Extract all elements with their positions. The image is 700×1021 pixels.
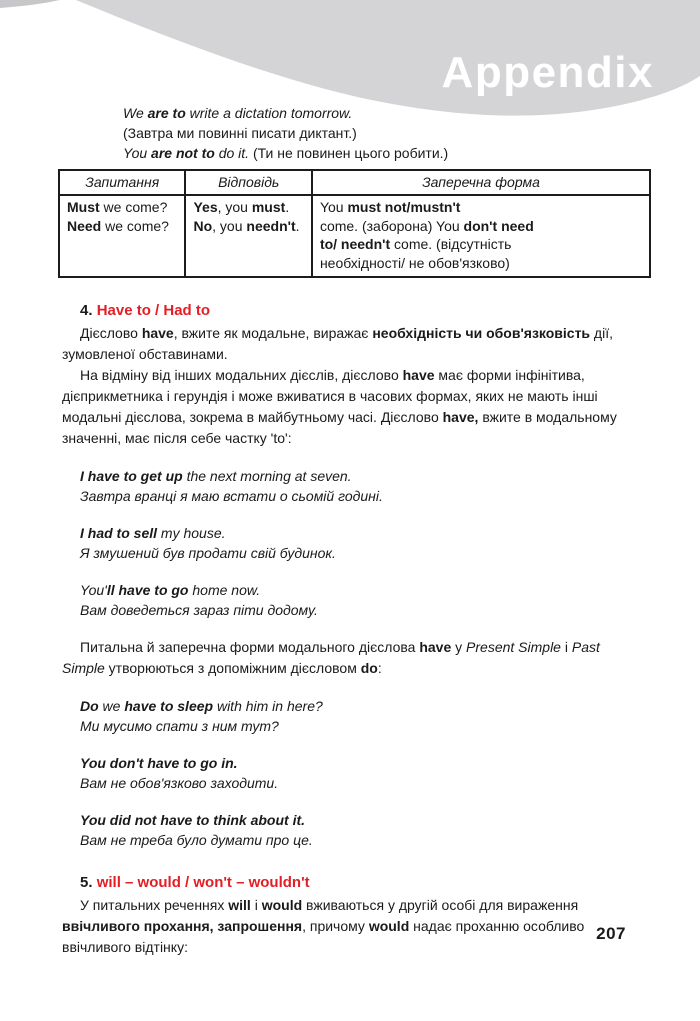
table-cell-line xyxy=(67,217,177,236)
text-run: Yes xyxy=(193,199,218,215)
paragraph xyxy=(62,323,642,365)
table-cell xyxy=(312,195,650,277)
text-run: the next morning at seven. xyxy=(182,468,352,484)
example-line xyxy=(80,486,642,506)
example-line xyxy=(80,773,642,793)
intro-example-line xyxy=(123,123,642,143)
text-run: write a dictation tomorrow. xyxy=(185,105,353,121)
text-run: Ми мусимо спати з ним тут? xyxy=(80,718,279,734)
page-content xyxy=(62,103,642,958)
example-block xyxy=(80,523,642,563)
example-line xyxy=(80,810,642,830)
page-number: 207 xyxy=(596,924,626,943)
text-run: (Ти не повинен цього робити.) xyxy=(249,145,449,161)
text-run: my house. xyxy=(157,525,226,541)
text-run: You' xyxy=(80,582,107,598)
text-run: would xyxy=(368,918,410,934)
table-cell-line xyxy=(320,235,642,254)
intro-examples xyxy=(123,103,642,163)
text-run: I had to sell xyxy=(80,525,158,541)
page-title: Appendix xyxy=(441,48,654,97)
text-run: Need xyxy=(67,217,102,234)
text-run: вжите в модальному значенні, має після себе частку 'to': xyxy=(62,409,617,446)
table-cell xyxy=(185,195,311,277)
section-heading xyxy=(62,302,642,319)
text-run: are to xyxy=(147,105,186,121)
text-run: we come? xyxy=(99,199,168,215)
table-row xyxy=(59,195,650,277)
text-run: На відміну від інших модальних дієслів, дієслово xyxy=(80,367,403,383)
text-run: must xyxy=(251,199,286,215)
example-line xyxy=(80,696,642,716)
grammar-table xyxy=(58,169,651,278)
text-run: , вжите як модальне, виражає xyxy=(173,325,373,341)
text-run: надає проханню особливо ввічливого відтінку: xyxy=(62,918,585,955)
text-run: come. (відсутність xyxy=(390,236,512,252)
text-run: (Завтра ми повинні писати диктант.) xyxy=(123,125,357,141)
text-run: . xyxy=(285,199,290,215)
text-run: must not/mustn't xyxy=(347,199,461,215)
text-run: Вам не обов'язково заходити. xyxy=(80,775,279,791)
example-block xyxy=(80,580,642,620)
text-run: We xyxy=(123,105,148,121)
text-run: Вам доведеться зараз піти додому. xyxy=(80,602,318,618)
table-header-row xyxy=(59,170,650,195)
paragraph xyxy=(62,365,642,449)
paragraph xyxy=(62,637,642,679)
text-run: необхідність чи обов'язковість xyxy=(372,325,591,341)
text-run: Past Simple xyxy=(62,639,600,676)
text-run: ввічливого прохання, запрошення xyxy=(62,918,303,934)
intro-example-line xyxy=(123,143,642,163)
text-run: : xyxy=(377,660,382,676)
text-run: You xyxy=(123,145,152,161)
text-run: do xyxy=(360,660,378,676)
text-run: You did not have to think about it. xyxy=(80,812,306,828)
table-cell-line xyxy=(67,198,177,217)
example-block xyxy=(80,466,642,506)
text-run: Дієслово xyxy=(80,325,142,341)
text-run: needn't xyxy=(246,217,296,234)
text-run: вживаються у другій особі для вираження xyxy=(302,897,579,913)
example-line xyxy=(80,600,642,620)
paragraph xyxy=(62,895,642,958)
table-cell-line xyxy=(320,254,642,273)
text-run: Present Simple xyxy=(466,639,561,655)
text-run: You don't have to go in. xyxy=(80,755,238,771)
text-run: 5. xyxy=(80,874,97,891)
text-run: with him in here? xyxy=(213,698,323,714)
text-run: home now. xyxy=(188,582,261,598)
text-run: необхідності/ не обов'язково) xyxy=(319,254,510,271)
intro-example-line xyxy=(123,103,642,123)
text-run: come. (заборона) You xyxy=(319,217,464,234)
table-cell-line xyxy=(193,217,303,236)
example-line xyxy=(80,830,642,850)
text-run: have xyxy=(402,367,435,383)
text-run: має форми інфінітива, дієприкметника і герундія і може вживатися в часових формах, яких не мають інші модальні дієслова, зокрема в майбутньому часі. Дієслово xyxy=(62,367,598,425)
text-run: , причому xyxy=(302,918,369,934)
text-run: утворюються з допоміжним дієсловом xyxy=(104,660,361,676)
table-cell-line xyxy=(320,198,642,217)
text-run: have, xyxy=(442,409,479,425)
text-run: , you xyxy=(212,217,247,234)
example-line xyxy=(80,580,642,600)
text-run: Do xyxy=(80,698,99,714)
text-run: are not to xyxy=(151,145,215,161)
table-column-header: Заперечна форма xyxy=(312,170,650,195)
text-run: do it. xyxy=(214,145,250,161)
text-run: дії, зумовленої обставинами. xyxy=(62,325,613,362)
text-run: і xyxy=(250,897,262,913)
text-run: Have to / Had to xyxy=(96,302,211,319)
table-column-header: Запитання xyxy=(59,170,185,195)
text-run: Питальна й заперечна форми модального дієслова xyxy=(80,639,420,655)
text-run: will xyxy=(228,897,251,913)
text-run: ll have to go xyxy=(106,582,189,598)
example-line xyxy=(80,543,642,563)
text-run: have xyxy=(141,325,174,341)
text-run: No xyxy=(193,217,213,234)
swoosh-dark-sliver xyxy=(0,0,60,8)
example-line xyxy=(80,716,642,736)
text-run: Вам не треба було думати про це. xyxy=(80,832,313,848)
text-run: . xyxy=(295,217,300,234)
text-run: we xyxy=(98,698,125,714)
text-run: У питальних реченнях xyxy=(80,897,229,913)
text-run: 4. xyxy=(80,302,97,319)
text-run: I have to get up xyxy=(80,468,183,484)
text-run: , you xyxy=(217,199,252,215)
text-run: will – would / won't – wouldn't xyxy=(96,874,310,891)
example-block xyxy=(80,696,642,736)
text-run: would xyxy=(261,897,303,913)
table-column-header: Відповідь xyxy=(185,170,311,195)
example-line xyxy=(80,466,642,486)
text-run: we come? xyxy=(101,217,169,234)
text-run: і xyxy=(560,639,572,655)
section-heading xyxy=(62,874,642,891)
text-run: have to sleep xyxy=(124,698,214,714)
example-line xyxy=(80,753,642,773)
text-run: don't need xyxy=(463,217,534,234)
text-run: Завтра вранці я маю встати о сьомій годині. xyxy=(80,488,383,504)
text-run: have xyxy=(419,639,452,655)
table-cell-line xyxy=(193,198,303,217)
text-run: Я змушений був продати свій будинок. xyxy=(80,545,336,561)
text-run: to/ needn't xyxy=(319,236,391,252)
text-run: у xyxy=(451,639,467,655)
example-block xyxy=(80,753,642,793)
table-body xyxy=(59,195,650,277)
table-cell xyxy=(59,195,185,277)
table-cell-line xyxy=(320,217,642,236)
example-block xyxy=(80,810,642,850)
text-run: You xyxy=(319,199,348,215)
content-blocks xyxy=(62,302,642,958)
example-line xyxy=(80,523,642,543)
text-run: Must xyxy=(67,199,100,215)
